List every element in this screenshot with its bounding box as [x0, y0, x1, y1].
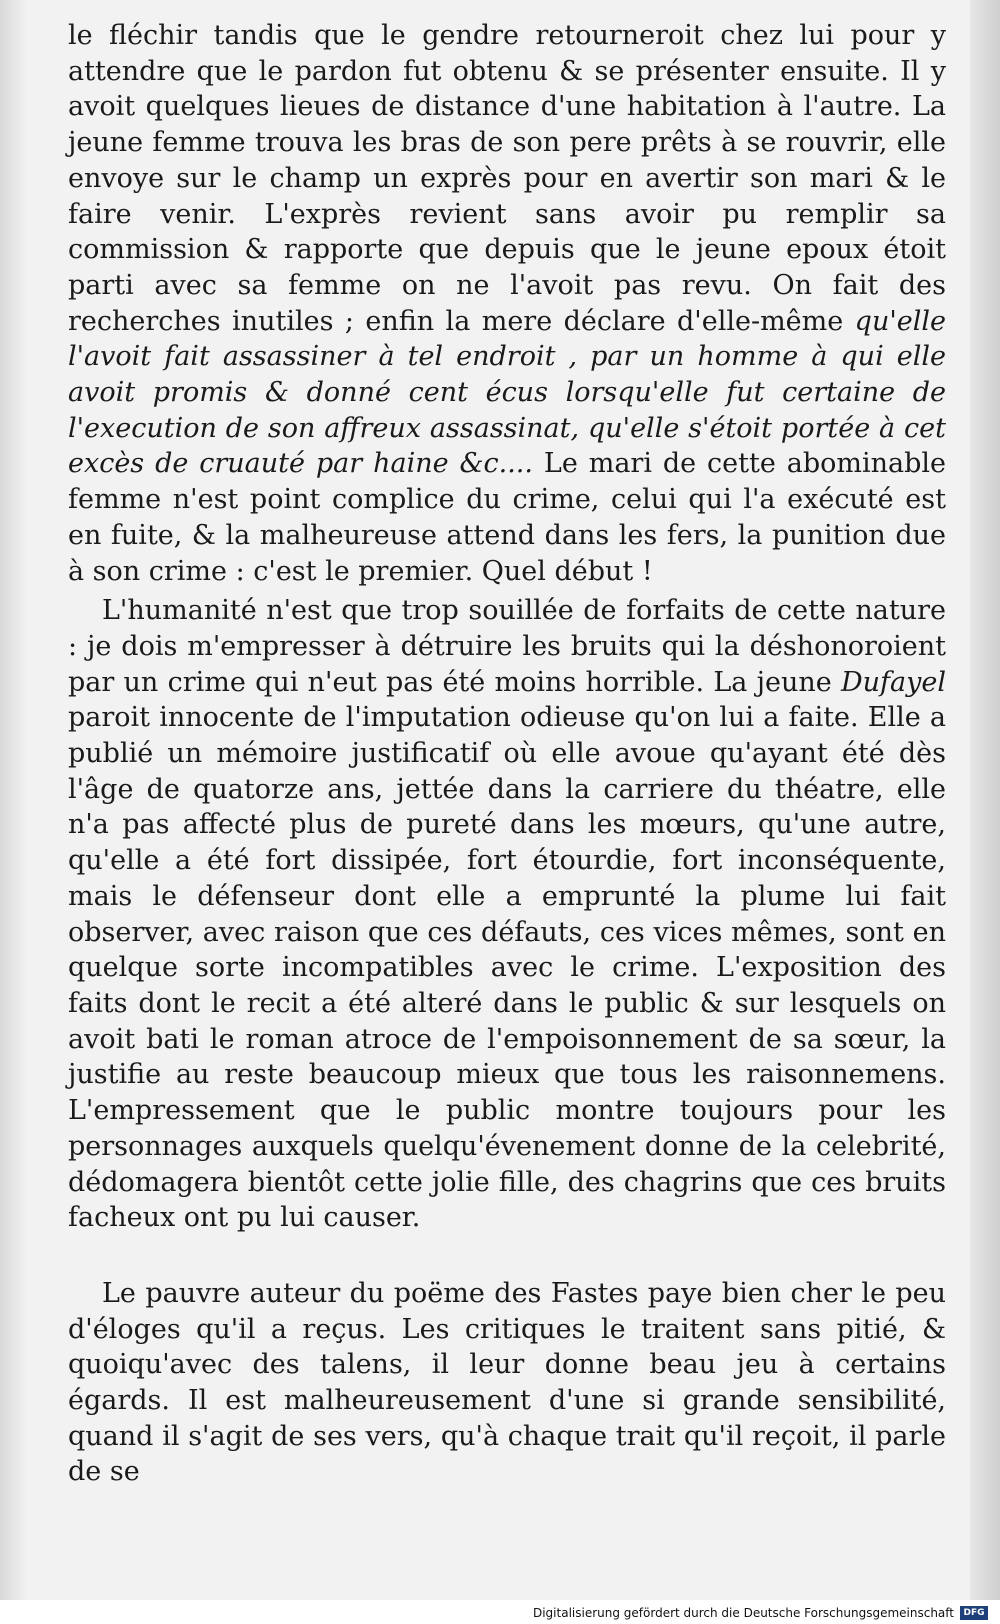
- paragraph-1: [68, 18, 946, 589]
- paragraph-1-text-b: Le mari de cette abominable femme n'est point complice du crime, celui qui l'a exécuté est en fuite, & la malheureuse attend dans les fers, la punition due à son crime : c'est le premier. Quel début !: [68, 448, 946, 587]
- funding-notice: Digitalisierung gefördert durch die Deutsche Forschungsgemeinschaft: [532, 1606, 954, 1620]
- paragraph-3: [68, 1276, 946, 1490]
- digitization-footer: [0, 1600, 1000, 1624]
- page-edge-shadow: [970, 0, 1000, 1600]
- paragraph-2-text-a: L'humanité n'est que trop souillée de forfaits de cette nature : je dois m'empresser à détruire les bruits qui la déshonoroient par un crime qui n'eut pas été moins horrible. La jeune: [68, 595, 946, 698]
- paragraph-1-text-a: le fléchir tandis que le gendre retourneroit chez lui pour y attendre que le pardon fut obtenu & se présenter ensuite. Il y avoit quelques lieues de distance d'une habitation à l'autre. La jeune femme trouva les bras de son pere prêts à se rouvrir, elle envoye sur le champ un exprès pour en avertir son mari & le faire venir. L'exprès revient sans avoir pu remplir sa commission & rapporte que depuis que le jeune epoux étoit parti avec sa femme on ne l'avoit pas revu. On fait des recherches inutiles ; enfin la mere déclare d'elle-même: [68, 20, 946, 337]
- body-text: [68, 18, 946, 1490]
- paragraph-2-text-b: paroit innocente de l'imputation odieuse qu'on lui a faite. Elle a publié un mémoire justificatif où elle avoue qu'ayant été dès l'âge de quatorze ans, jettée dans la carriere du théatre, elle n'a pas affecté plus de pureté dans les mœurs, qu'une autre, qu'elle a été fort dissipée, fort étourdie, fort inconséquente, mais le défenseur dont elle a emprunté la plume lui fait observer, avec raison que ces défauts, ces vices mêmes, sont en quelque sorte incompatibles avec le crime. L'exposition des faits dont le recit a été alteré dans le public & sur lesquels on avoit bati le roman atroce de l'empoisonnement de sa sœur, la justifie au reste beaucoup mieux que tous les raisonnemens. L'empressement que le public montre toujours pour les personnages auxquels quelqu'évenement donne de la celebrité, dédomagera bientôt cette jolie fille, des chagrins que ces bruits facheux ont pu lui causer.: [68, 702, 946, 1234]
- dfg-logo-icon: DFG: [960, 1606, 988, 1620]
- page-gutter-shadow: [0, 0, 28, 1600]
- paragraph-2-italic-name: Dufayel: [841, 666, 946, 698]
- paragraph-2: [68, 593, 946, 1236]
- paragraph-3-text: Le pauvre auteur du poëme des Fastes paye bien cher le peu d'éloges qu'il a reçus. Les critiques le traitent sans pitié, & quoiqu'avec des talens, il leur donne beau jeu à certains égards. Il est malheureusement d'une si grande sensibilité, quand il s'agit de ses vers, qu'à chaque trait qu'il reçoit, il parle de se: [68, 1277, 946, 1488]
- paragraph-1-italic-quote: qu'elle l'avoit fait assassiner à tel endroit , par un homme à qui elle avoit promis & donné cent écus lorsqu'elle fut certaine de l'execution de son affreux assassinat, qu'elle s'étoit portée à cet excès de cruauté par haine &c....: [68, 305, 946, 480]
